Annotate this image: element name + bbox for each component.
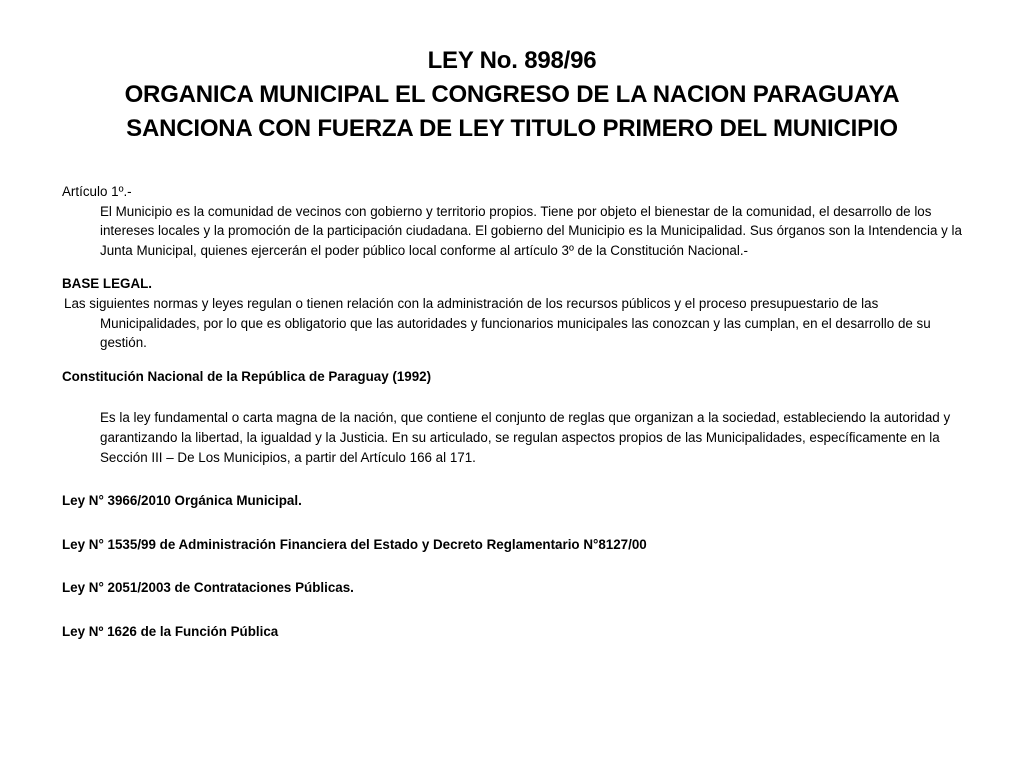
title-line-3: SANCIONA CON FUERZA DE LEY TITULO PRIMERO DEL MUNICIPIO xyxy=(126,115,898,142)
document-title xyxy=(40,44,984,146)
law-item-1626: Ley Nº 1626 de la Función Pública xyxy=(62,623,279,639)
document-body xyxy=(62,182,962,642)
law-item-1535: Ley N° 1535/99 de Administración Financiera del Estado y Decreto Reglamentario N°8127/00 xyxy=(62,536,647,552)
constitucion-heading: Constitución Nacional de la República de Paraguay (1992) xyxy=(62,368,432,384)
law-item-3966: Ley N° 3966/2010 Orgánica Municipal. xyxy=(62,493,302,509)
title-line-1: LEY No. 898/96 xyxy=(427,47,597,74)
law-item-2051: Ley N° 2051/2003 de Contrataciones Públicas. xyxy=(62,580,354,596)
base-legal-heading: BASE LEGAL. xyxy=(62,276,153,292)
article-1-heading: Artículo 1º.- xyxy=(62,184,132,199)
base-legal-text: Las siguientes normas y leyes regulan o tienen relación con la administración de los recursos públicos y el proceso presupuestario de las Municipalidades, por lo que es obligatorio que las autoridades y funcionarios municipales las conozcan y las cumplan, en el desarrollo de su gestión. xyxy=(64,295,931,351)
article-1-text: El Municipio es la comunidad de vecinos con gobierno y territorio propios. Tiene por objeto el bienestar de la comunidad, el desarrollo de los intereses locales y la promoción de la participación ciudadana. El gobierno del Municipio es la Municipalidad. Sus órganos son la Intendencia y la Junta Municipal, quienes ejercerán el poder público local conforme al artículo 3º de la Constitución Nacional.- xyxy=(100,203,962,258)
constitucion-text: Es la ley fundamental o carta magna de la nación, que contiene el conjunto de reglas que organizan a la sociedad, estableciendo la autoridad y garantizando la libertad, la igualdad y la Justicia. En su articulado, se regulan aspectos propios de las Municipalidades, específicamente en la Sección III – De Los Municipios, a partir del Artículo 166 al 171. xyxy=(100,410,951,465)
title-line-2: ORGANICA MUNICIPAL EL CONGRESO DE LA NACION PARAGUAYA xyxy=(124,81,900,108)
